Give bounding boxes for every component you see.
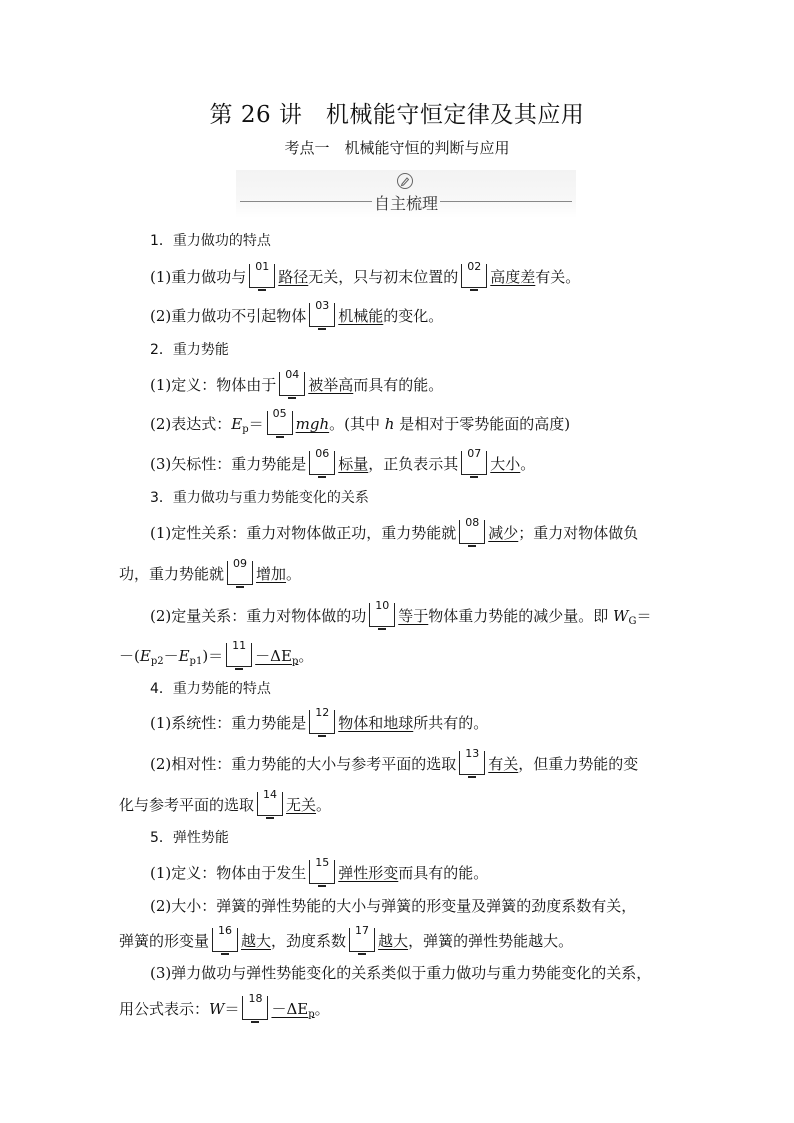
blank-box-03 [309,299,335,327]
text: 物体重力势能的减少量。即 [428,607,614,625]
blank-box-02 [461,260,487,288]
text: )＝ [202,647,224,665]
blank-box-09 [227,557,253,585]
text: 所共有的。 [413,714,489,732]
s2-line-2 [150,407,571,435]
blank-number: 15 [310,857,334,869]
text: 功，重力势能就 [119,565,225,583]
section-subtitle: 考点一 机械能守恒的判断与应用 [284,139,510,157]
text: － [163,647,179,665]
s5-line-2: (2)大小：弹簧的弹性势能的大小与弹簧的形变量及弹簧的劲度系数有关， [150,897,637,915]
blank-box-17 [349,924,375,952]
text: 而具有的能。 [398,864,489,882]
text: (1)重力做功与 [150,268,247,286]
answer: 大小 [490,455,521,473]
blank-number: 16 [213,925,237,937]
blank-number: 13 [460,748,484,760]
subscript: p [308,1009,315,1020]
s5-line-1 [150,856,489,884]
blank-number: 07 [462,448,486,460]
box-mark [276,436,284,438]
blank-box-04 [279,368,305,396]
blank-box-11 [226,639,252,667]
text: ，但重力势能的变 [518,755,639,773]
blank-number: 08 [460,517,484,529]
s4-line-3 [119,788,332,816]
text: 。 [520,455,536,473]
answer: 机械能 [338,307,384,325]
s2-line-1 [150,368,444,396]
text: (2)定量关系：重力对物体做的功 [150,607,367,625]
blank-number: 18 [243,993,267,1005]
blank-box-15 [309,856,335,884]
text: ，弹簧的弹性势能越大。 [408,932,574,950]
box-mark [318,885,326,887]
answer: 等于 [398,607,429,625]
text: 有关。 [535,268,581,286]
banner-label: 自主梳理 [373,194,438,213]
s4-line-2 [150,747,639,775]
blank-box-10 [369,599,395,627]
answer: 无关 [286,796,317,814]
box-mark [358,953,366,955]
answer-text: －ΔE [271,1000,309,1018]
blank-box-14 [257,788,283,816]
subscript: p [242,424,249,435]
subscript: p2 [150,656,164,667]
blank-box-07 [461,447,487,475]
blank-number: 03 [310,300,334,312]
s5-line-5 [119,992,330,1020]
blank-number: 05 [268,408,292,420]
text: －( [119,647,140,665]
blank-number: 02 [462,261,486,273]
s3-line-1 [150,516,639,544]
s3-line-2 [119,557,302,585]
blank-number: 10 [370,600,394,612]
s2-line-3 [150,447,536,475]
answer [255,647,298,665]
section-banner [236,170,576,218]
section-5-heading: 5．弹性势能 [150,830,229,846]
s1-line-2 [150,299,444,327]
box-mark [468,545,476,547]
box-mark [251,1021,259,1023]
subscript: G [628,616,637,627]
text: ，劲度系数 [271,932,347,950]
subscript: p [291,656,299,667]
text: (2)重力做功不引起物体 [150,307,307,325]
box-mark [318,328,326,330]
text: (3)矢标性：重力势能是 [150,455,307,473]
subscript: p1 [189,656,203,667]
banner-rule-right [440,201,572,202]
symbol: E [178,647,190,665]
text: (1)定性关系：重力对物体做正功，重力势能就 [150,524,457,542]
answer: 增加 [256,565,287,583]
text: 的变化。 [383,307,444,325]
blank-number: 11 [227,640,251,652]
box-mark [235,668,243,670]
blank-number: 12 [310,707,334,719]
s5-line-4: (3)弹力做功与弹性势能变化的关系类似于重力做功与重力势能变化的关系， [150,964,652,982]
text: ＝ [224,1000,240,1018]
text: 化与参考平面的选取 [119,796,255,814]
box-mark [318,735,326,737]
answer: 路径 [278,268,309,286]
blank-box-08 [459,516,485,544]
section-2-heading: 2．重力势能 [150,342,229,358]
text: 。 [316,796,332,814]
text: ；重力对物体做负 [518,524,639,542]
answer: 被举高 [308,376,354,394]
section-4-heading: 4．重力势能的特点 [150,681,271,697]
blank-box-12 [309,706,335,734]
box-mark [318,476,326,478]
symbol: E [231,415,243,433]
blank-number: 06 [310,448,334,460]
answer: 高度差 [490,268,536,286]
text: 。 [298,647,314,665]
answer: 标量 [338,455,369,473]
box-mark [468,776,476,778]
text: ＝ [636,607,652,625]
text: ，正负表示其 [368,455,459,473]
box-mark [221,953,229,955]
blank-box-16 [212,924,238,952]
blank-box-01 [249,260,275,288]
section-1-heading: 1．重力做功的特点 [150,233,271,249]
blank-box-18 [242,992,268,1020]
answer: mgh [295,415,330,433]
symbol: W [613,607,629,625]
answer: 有关 [488,755,519,773]
answer: 减少 [488,524,519,542]
answer: 物体和地球 [338,714,414,732]
text: 用公式表示： [119,1000,210,1018]
text: (1)定义：物体由于 [150,376,277,394]
blank-number: 01 [250,261,274,273]
section-3-heading: 3．重力做功与重力势能变化的关系 [150,490,369,506]
box-mark [266,817,274,819]
box-mark [288,397,296,399]
symbol: W [209,1000,225,1018]
pen-badge-icon [396,172,414,190]
blank-box-05 [267,407,293,435]
text: 。 [286,565,302,583]
text: (2)相对性：重力势能的大小与参考平面的选取 [150,755,457,773]
text: (1)定义：物体由于发生 [150,864,307,882]
blank-number: 14 [258,789,282,801]
text: ＝ [248,415,264,433]
text: 弹簧的形变量 [119,932,210,950]
s4-line-1 [150,706,489,734]
blank-box-13 [459,747,485,775]
box-mark [378,628,386,630]
answer: 弹性形变 [338,864,399,882]
symbol: E [139,647,151,665]
text: 是相对于零势能面的高度) [394,415,571,433]
text: 。(其中 [329,415,385,433]
box-mark [258,289,266,291]
answer: 越大 [241,932,272,950]
s3-line-4 [119,639,314,667]
text: 无关，只与初末位置的 [308,268,459,286]
blank-number: 09 [228,558,252,570]
s5-line-3 [119,924,574,952]
text: (1)系统性：重力势能是 [150,714,307,732]
answer [271,1000,314,1018]
page-title: 第 26 讲 机械能守恒定律及其应用 [209,102,585,128]
answer: 越大 [378,932,409,950]
text: 而具有的能。 [353,376,444,394]
box-mark [236,586,244,588]
s3-line-3 [150,599,652,627]
text: 。 [314,1000,330,1018]
box-mark [470,289,478,291]
s1-line-1 [150,260,581,288]
answer-text: －ΔE [255,647,292,665]
blank-number: 04 [280,369,304,381]
blank-box-06 [309,447,335,475]
blank-number: 17 [350,925,374,937]
symbol: h [384,415,395,433]
box-mark [470,476,478,478]
text: (2)表达式： [150,415,232,433]
